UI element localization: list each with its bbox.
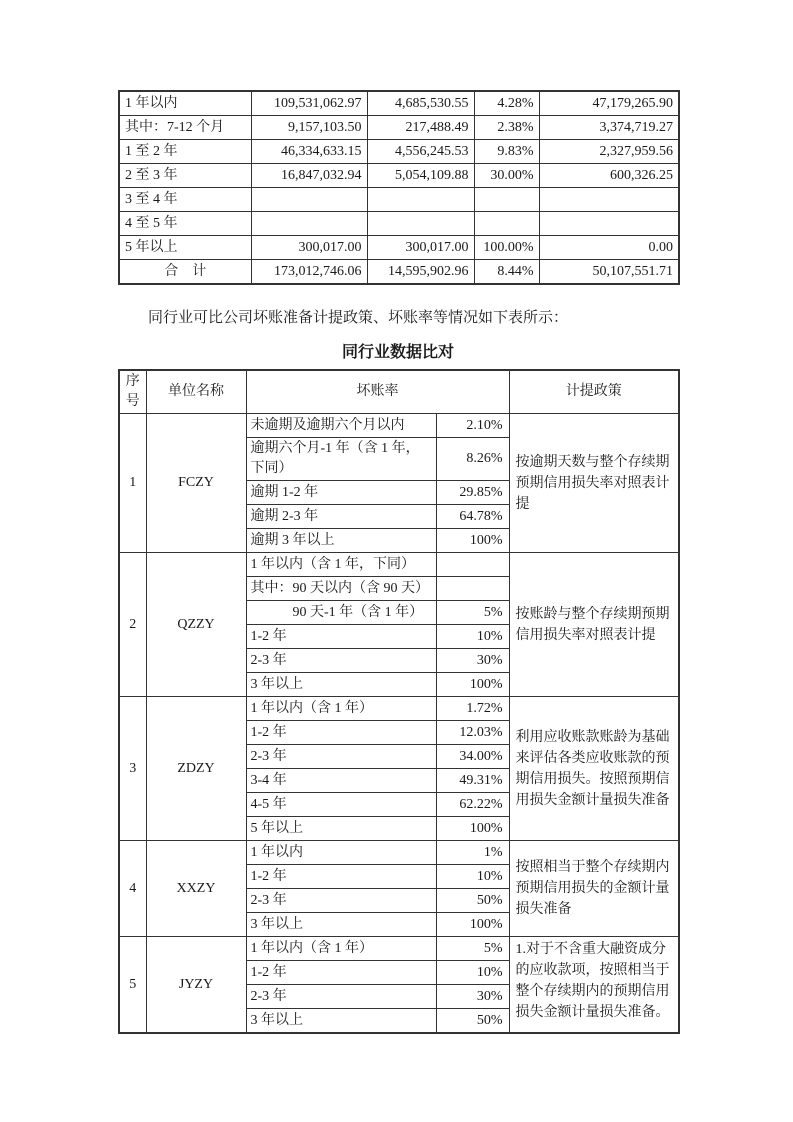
aging-value-cell: 5,054,109.88 <box>367 164 474 188</box>
company-cell: FCZY <box>146 414 246 553</box>
rate-label-cell: 1 年以内（含 1 年） <box>246 937 436 961</box>
aging-value-cell: 9,157,103.50 <box>251 116 367 140</box>
table-row <box>119 164 679 188</box>
aging-label-cell: 2 至 3 年 <box>119 164 251 188</box>
table-total-row <box>119 260 679 285</box>
rate-value-cell: 50% <box>436 1009 509 1034</box>
aging-value-cell <box>251 188 367 212</box>
header-rate-cell: 坏账率 <box>246 370 509 414</box>
rate-value-cell: 12.03% <box>436 721 509 745</box>
aging-rate-cell: 2.38% <box>474 116 539 140</box>
rate-label-cell: 2-3 年 <box>246 745 436 769</box>
aging-value-cell: 14,595,902.96 <box>367 260 474 285</box>
company-cell: QZZY <box>146 553 246 697</box>
aging-value-cell: 600,326.25 <box>539 164 679 188</box>
table-row <box>119 188 679 212</box>
aging-value-cell: 0.00 <box>539 236 679 260</box>
rate-label-cell: 1 年以内 <box>246 841 436 865</box>
table-row <box>119 91 679 116</box>
aging-label-cell: 5 年以上 <box>119 236 251 260</box>
aging-rate-cell: 30.00% <box>474 164 539 188</box>
row-no-cell: 4 <box>119 841 146 937</box>
aging-analysis-table <box>118 90 680 285</box>
aging-value-cell: 300,017.00 <box>367 236 474 260</box>
rate-label-cell: 逾期六个月-1 年（含 1 年，下同） <box>246 438 436 481</box>
aging-value-cell: 4,685,530.55 <box>367 91 474 116</box>
table-row <box>119 937 679 961</box>
rate-label-cell: 1 年以内（含 1 年） <box>246 697 436 721</box>
aging-value-cell: 46,334,633.15 <box>251 140 367 164</box>
rate-value-cell <box>436 577 509 601</box>
rate-value-cell: 5% <box>436 601 509 625</box>
table-row <box>119 414 679 438</box>
aging-value-cell: 47,179,265.90 <box>539 91 679 116</box>
aging-value-cell: 109,531,062.97 <box>251 91 367 116</box>
aging-value-cell: 50,107,551.71 <box>539 260 679 285</box>
table-header-row <box>119 370 679 414</box>
aging-label-cell: 其中：7-12 个月 <box>119 116 251 140</box>
aging-rate-cell: 9.83% <box>474 140 539 164</box>
rate-label-cell: 90 天-1 年（含 1 年） <box>246 601 436 625</box>
rate-value-cell: 10% <box>436 625 509 649</box>
rate-label-cell: 1 年以内（含 1 年，下同） <box>246 553 436 577</box>
aging-value-cell: 3,374,719.27 <box>539 116 679 140</box>
aging-label-cell: 1 至 2 年 <box>119 140 251 164</box>
comparison-table-title: 同行业数据比对 <box>341 344 454 361</box>
row-no-cell: 1 <box>119 414 146 553</box>
row-no-cell: 2 <box>119 553 146 697</box>
aging-rate-cell: 4.28% <box>474 91 539 116</box>
rate-label-cell: 其中：90 天以内（含 90 天） <box>246 577 436 601</box>
rate-value-cell: 5% <box>436 937 509 961</box>
rate-label-cell: 逾期 2-3 年 <box>246 505 436 529</box>
rate-value-cell <box>436 553 509 577</box>
rate-label-cell: 3 年以上 <box>246 673 436 697</box>
rate-value-cell: 50% <box>436 889 509 913</box>
policy-cell: 按照相当于整个存续期内预期信用损失的金额计量损失准备 <box>509 841 679 937</box>
peer-comparison-table <box>118 369 680 1034</box>
rate-label-cell: 2-3 年 <box>246 985 436 1009</box>
company-cell: JYZY <box>146 937 246 1034</box>
aging-label-cell: 4 至 5 年 <box>119 212 251 236</box>
aging-value-cell <box>539 212 679 236</box>
rate-label-cell: 逾期 1-2 年 <box>246 481 436 505</box>
table-row <box>119 140 679 164</box>
rate-value-cell: 1.72% <box>436 697 509 721</box>
table-row <box>119 116 679 140</box>
rate-value-cell: 10% <box>436 961 509 985</box>
rate-value-cell: 2.10% <box>436 414 509 438</box>
aging-value-cell: 300,017.00 <box>251 236 367 260</box>
rate-label-cell: 3-4 年 <box>246 769 436 793</box>
rate-label-cell: 2-3 年 <box>246 889 436 913</box>
rate-label-cell: 1-2 年 <box>246 961 436 985</box>
rate-value-cell: 1% <box>436 841 509 865</box>
rate-value-cell: 30% <box>436 649 509 673</box>
aging-value-cell <box>367 212 474 236</box>
company-cell: ZDZY <box>146 697 246 841</box>
rate-value-cell: 30% <box>436 985 509 1009</box>
rate-label-cell: 2-3 年 <box>246 649 436 673</box>
rate-label-cell: 3 年以上 <box>246 1009 436 1034</box>
rate-label-cell: 1-2 年 <box>246 721 436 745</box>
header-no-cell: 序号 <box>119 370 146 414</box>
rate-value-cell: 10% <box>436 865 509 889</box>
row-no-cell: 5 <box>119 937 146 1034</box>
policy-cell: 利用应收账款账龄为基础来评估各类应收账款的预期信用损失。按照预期信用损失金额计量损失准备 <box>509 697 679 841</box>
aging-total-label-cell: 合 计 <box>119 260 251 285</box>
rate-value-cell: 64.78% <box>436 505 509 529</box>
rate-value-cell: 100% <box>436 817 509 841</box>
aging-rate-cell: 8.44% <box>474 260 539 285</box>
rate-label-cell: 未逾期及逾期六个月以内 <box>246 414 436 438</box>
aging-value-cell <box>367 188 474 212</box>
rate-value-cell: 62.22% <box>436 793 509 817</box>
table-row <box>119 697 679 721</box>
rate-value-cell: 34.00% <box>436 745 509 769</box>
row-no-cell: 3 <box>119 697 146 841</box>
rate-value-cell: 100% <box>436 913 509 937</box>
aging-value-cell <box>539 188 679 212</box>
aging-value-cell: 217,488.49 <box>367 116 474 140</box>
rate-label-cell: 5 年以上 <box>246 817 436 841</box>
rate-label-cell: 4-5 年 <box>246 793 436 817</box>
rate-label-cell: 3 年以上 <box>246 913 436 937</box>
aging-label-cell: 1 年以内 <box>119 91 251 116</box>
aging-value-cell <box>251 212 367 236</box>
aging-value-cell: 173,012,746.06 <box>251 260 367 285</box>
policy-cell: 1.对于不含重大融资成分的应收款项，按照相当于整个存续期内的预期信用损失金额计量损失准备。 <box>509 937 679 1034</box>
table-row <box>119 553 679 577</box>
rate-value-cell: 8.26% <box>436 438 509 481</box>
intro-paragraph: 同行业可比公司坏账准备计提政策、坏账率等情况如下表所示： <box>148 310 569 326</box>
header-policy-cell: 计提政策 <box>509 370 679 414</box>
rate-value-cell: 29.85% <box>436 481 509 505</box>
aging-label-cell: 3 至 4 年 <box>119 188 251 212</box>
rate-label-cell: 逾期 3 年以上 <box>246 529 436 553</box>
table-row <box>119 212 679 236</box>
rate-label-cell: 1-2 年 <box>246 625 436 649</box>
policy-cell: 按账龄与整个存续期预期信用损失率对照表计提 <box>509 553 679 697</box>
table-row <box>119 236 679 260</box>
rate-value-cell: 49.31% <box>436 769 509 793</box>
aging-value-cell: 16,847,032.94 <box>251 164 367 188</box>
aging-value-cell: 4,556,245.53 <box>367 140 474 164</box>
aging-rate-cell <box>474 212 539 236</box>
rate-value-cell: 100% <box>436 529 509 553</box>
header-company-cell: 单位名称 <box>146 370 246 414</box>
company-cell: XXZY <box>146 841 246 937</box>
aging-rate-cell: 100.00% <box>474 236 539 260</box>
policy-cell: 按逾期天数与整个存续期预期信用损失率对照表计提 <box>509 414 679 553</box>
table-row <box>119 841 679 865</box>
aging-rate-cell <box>474 188 539 212</box>
rate-value-cell: 100% <box>436 673 509 697</box>
rate-label-cell: 1-2 年 <box>246 865 436 889</box>
aging-value-cell: 2,327,959.56 <box>539 140 679 164</box>
